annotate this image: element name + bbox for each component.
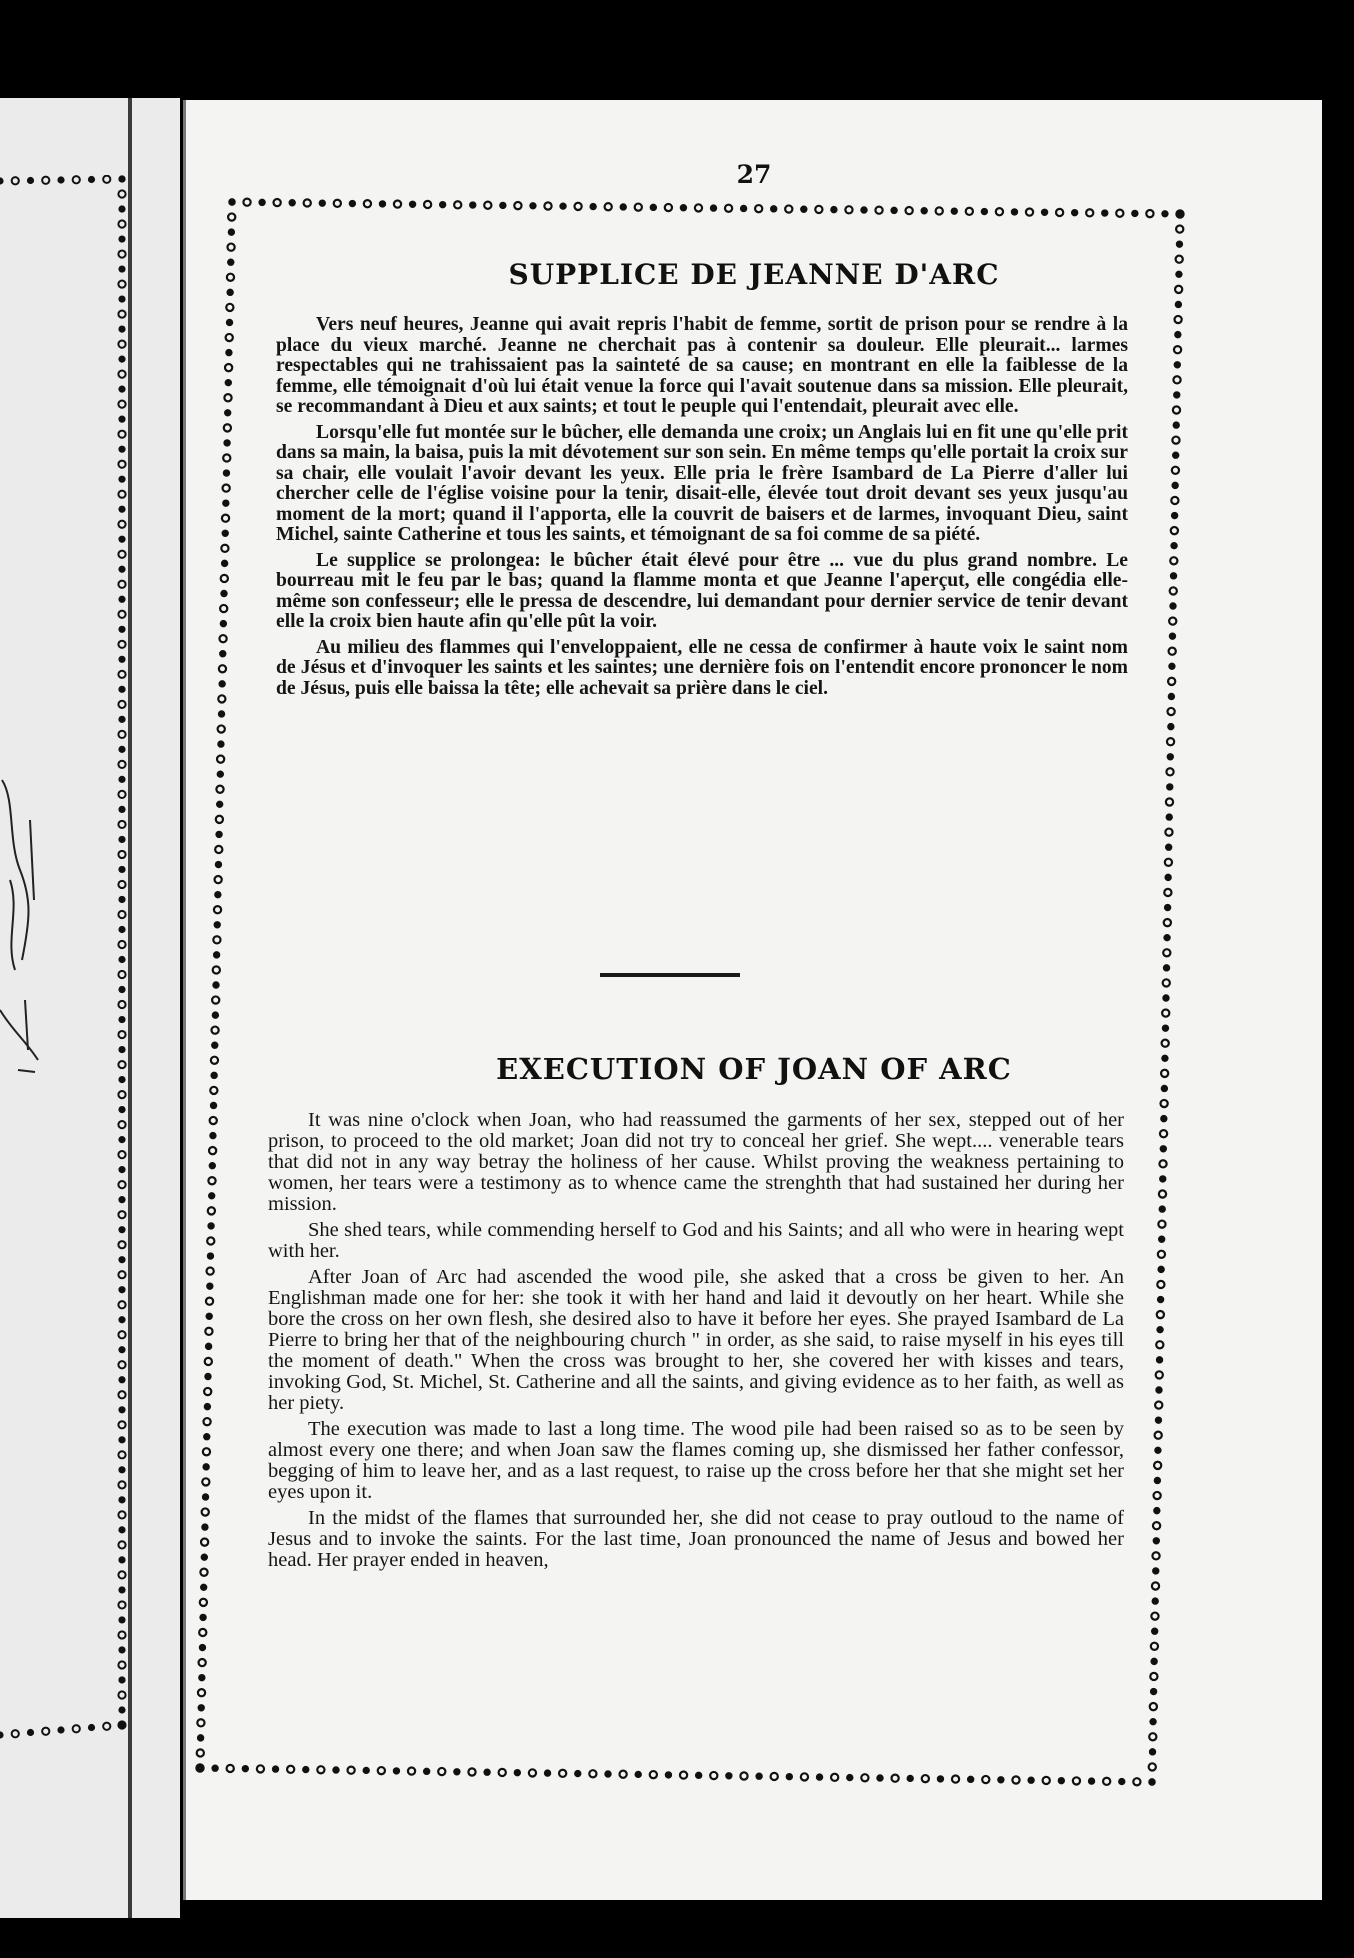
book-page <box>186 100 1322 1900</box>
english-paragraph: It was nine o'clock when Joan, who had reassumed the garments of her sex, stepped out of her prison, to proceed to the old market; Joan did not try to conceal her grief. She wept.... venerable tears that did not in any way betray the holiness of her cause. Whilst proving the weakness pertaining to women, her tears were a testimony as to whence came the strenghth that had sustained her during her mission. <box>268 1109 1124 1215</box>
french-section-body <box>276 315 1128 704</box>
page-number: 27 <box>736 160 772 189</box>
english-paragraph: She shed tears, while commending herself to God and his Saints; and all who were in hearing wept with her. <box>268 1219 1124 1262</box>
english-section-body <box>268 1110 1124 1576</box>
french-section-title: SUPPLICE DE JEANNE D'ARC <box>508 258 1000 291</box>
french-paragraph: Le supplice se prolongea: le bûcher était élevé pour être ... vue du plus grand nombre. Le bourreau mit le feu par le bas; quand la flamme monta et que Jeanne l'aperçut, elle congédia elle-même son confesseur; elle le pressa de descendre, lui demandant pour dernier service de tenir devant elle la croix bien haute afin qu'elle pût la voir. <box>276 549 1128 632</box>
page-gutter <box>128 98 132 1918</box>
english-paragraph: In the midst of the flames that surrounded her, she did not cease to pray outloud to the name of Jesus and to invoke the saints. For the last time, Joan pronounced the name of Jesus and bowed her head. Her prayer ended in heaven, <box>268 1507 1124 1571</box>
section-divider <box>600 973 740 977</box>
french-paragraph: Au milieu des flammes qui l'enveloppaient, elle ne cessa de confirmer à haute voix le saint nom de Jésus et d'invoquer les saints et les saintes; une dernière fois on l'entendit encore prononcer le nom de Jésus, puis elle baissa la tête; elle achevait sa prière dans le ciel. <box>276 636 1128 699</box>
english-paragraph: The execution was made to last a long time. The wood pile had been raised so as to be seen by almost every one there; and when Joan saw the flames coming up, she dismissed her father confessor, begging of him to leave her, and as a last request, to raise up the cross before her that she might set her eyes upon it. <box>268 1418 1124 1503</box>
previous-page-illustration-fragment <box>0 760 40 1160</box>
english-paragraph: After Joan of Arc had ascended the wood pile, she asked that a cross be given to her. An Englishman made one for her: she took it with her hand and laid it devoutly on her heart. While she bore the cross on her own flesh, she desired also to have it before her eyes. She prayed Isambard de La Pierre to bring her that of the neighbouring church " in order, as she said, to raise myself in his eyes till the moment of death." When the cross was brought to her, she covered her with kisses and tears, invoking God, St. Michel, St. Catherine and all the saints, and giving evidence as to her faith, as well as her piety. <box>268 1266 1124 1414</box>
french-paragraph: Lorsqu'elle fut montée sur le bûcher, elle demanda une croix; un Anglais lui en fit une qu'elle prit dans sa main, la baisa, puis la mit dévotement sur son sein. En même temps qu'elle portait la croix sur sa chair, elle voulait l'avoir devant les yeux. Elle pria le frère Isambard de La Pierre d'aller lui chercher celle de l'église voisine pour la tenir, disait-elle, élevée tout droit devant ses yeux jusqu'au moment de la mort; quand il l'apporta, elle la couvrit de baisers et de larmes, invoquant Dieu, saint Michel, sainte Catherine et tous les saints, et témoignant de sa foi comme de sa piété. <box>276 421 1128 545</box>
french-paragraph: Vers neuf heures, Jeanne qui avait repris l'habit de femme, sortit de prison pour se rendre à la place du vieux marché. Jeanne ne cherchait pas à contenir sa douleur. Elle pleurait... larmes respectables qui ne trahissaient pas la sainteté de sa cause; en montrant en elle la faiblesse de la femme, elle témoignait d'où lui était venue la force qui l'avait soutenue dans sa mission. Elle pleurait, se recommandant à Dieu et aux saints; et tout le peuple qui l'entendait, pleurait avec elle. <box>276 314 1128 417</box>
english-section-title: EXECUTION OF JOAN OF ARC <box>496 1052 1012 1086</box>
